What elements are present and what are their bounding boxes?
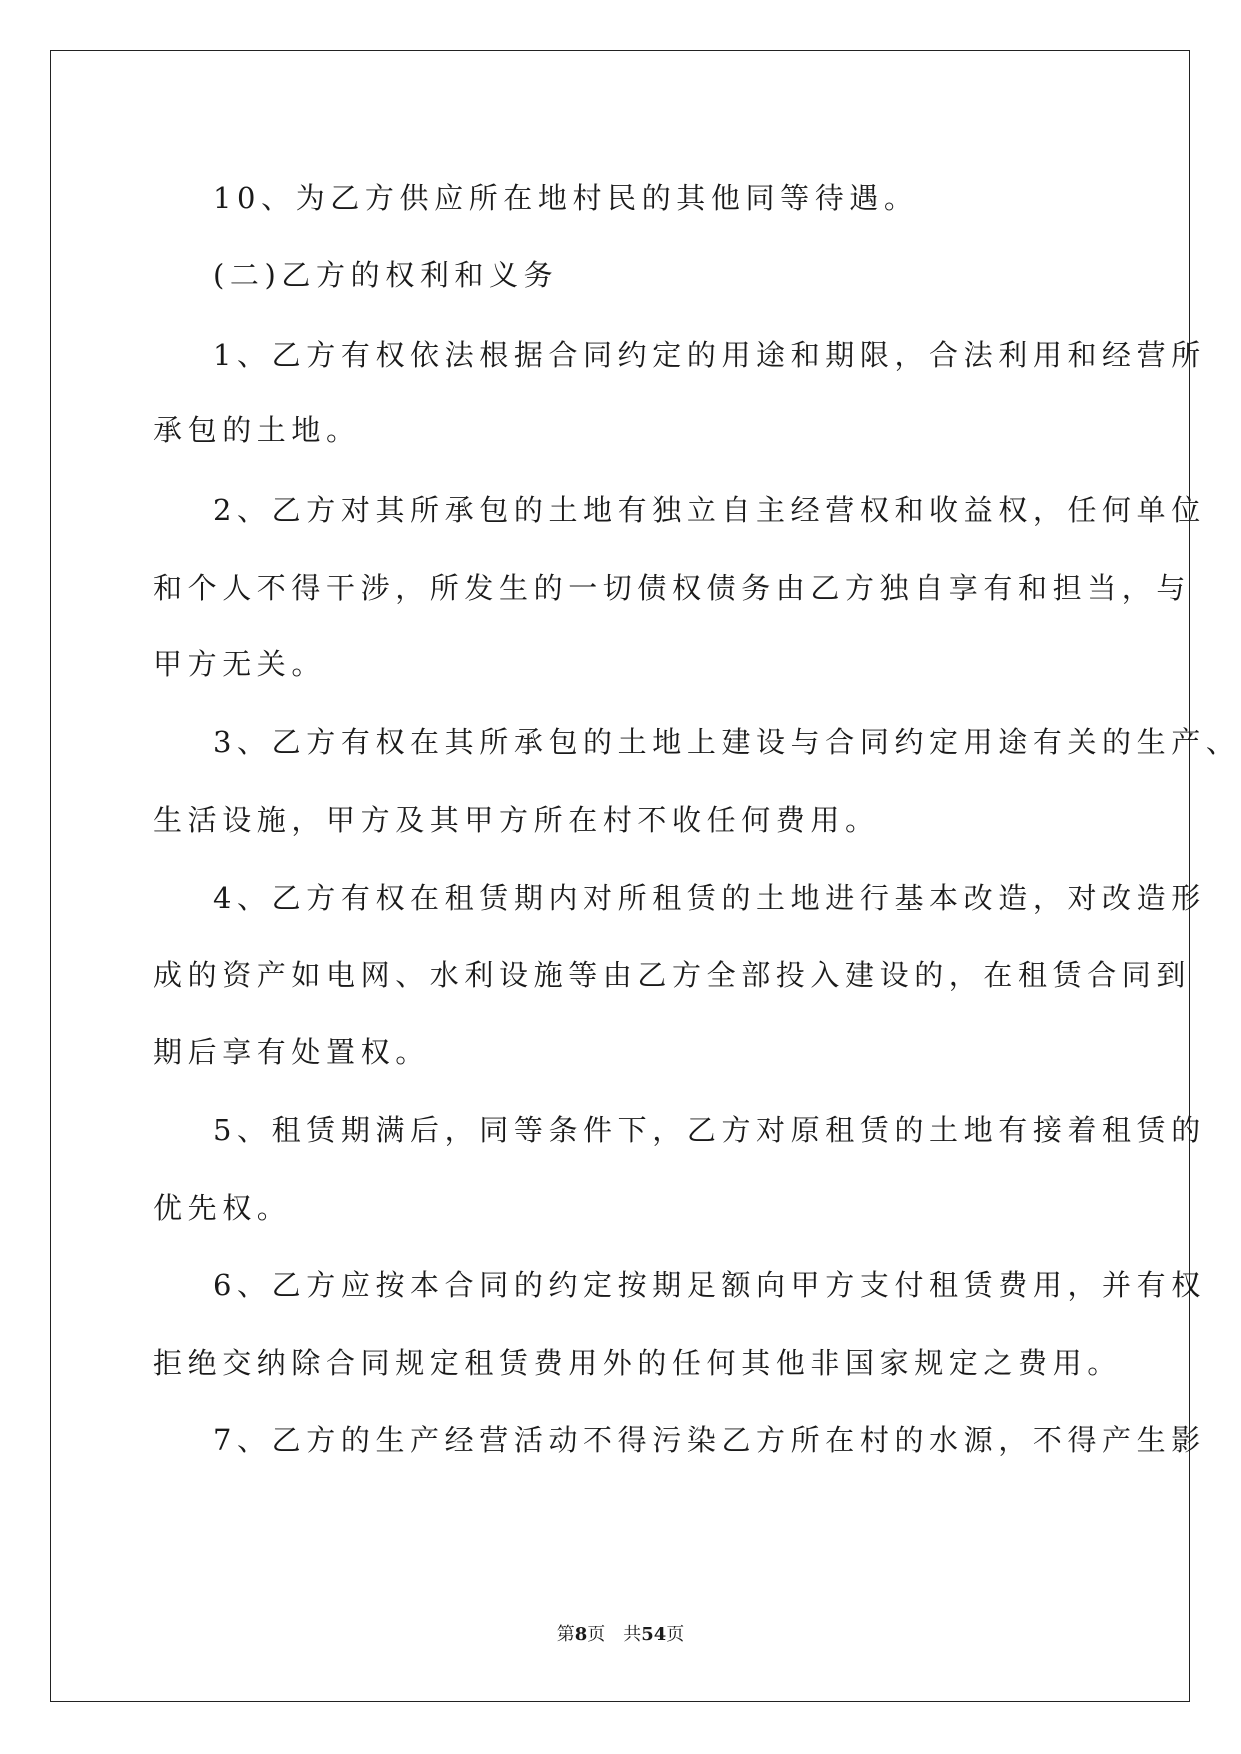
paragraph-line: 4、乙方有权在租赁期内对所租赁的土地进行基本改造，对改造形 xyxy=(213,881,1206,915)
page-current: 8 xyxy=(574,1624,588,1645)
paragraph-line: 和个人不得干涉，所发生的一切债权债务由乙方独自享有和担当，与 xyxy=(153,571,1192,605)
paragraph-line: 承包的土地。 xyxy=(153,413,361,447)
paragraph-line: 10、为乙方供应所在地村民的其他同等待遇。 xyxy=(213,181,919,215)
paragraph-line: 期后享有处置权。 xyxy=(153,1035,430,1069)
total-prefix: 共 xyxy=(623,1624,642,1645)
paragraph-line: 生活设施，甲方及其甲方所在村不收任何费用。 xyxy=(153,803,880,837)
paragraph-line: 7、乙方的生产经营活动不得污染乙方所在村的水源，不得产生影 xyxy=(213,1423,1206,1457)
page-prefix: 第 xyxy=(556,1624,575,1645)
paragraph-line: 5、租赁期满后，同等条件下，乙方对原租赁的土地有接着租赁的 xyxy=(213,1113,1206,1147)
paragraph-line: 成的资产如电网、水利设施等由乙方全部投入建设的，在租赁合同到 xyxy=(153,958,1192,992)
paragraph-line: 2、乙方对其所承包的土地有独立自主经营权和收益权，任何单位 xyxy=(213,493,1206,527)
paragraph-line: 3、乙方有权在其所承包的土地上建设与合同约定用途有关的生产、 xyxy=(213,725,1241,759)
paragraph-line: 甲方无关。 xyxy=(153,647,327,681)
page-total: 54 xyxy=(641,1624,667,1645)
paragraph-line: 1、乙方有权依法根据合同约定的用途和期限，合法利用和经营所 xyxy=(213,338,1206,372)
page-unit: 页 xyxy=(587,1624,606,1645)
paragraph-line: 6、乙方应按本合同的约定按期足额向甲方支付租赁费用，并有权 xyxy=(213,1268,1206,1302)
paragraph-line: 优先权。 xyxy=(153,1191,292,1225)
page-footer xyxy=(0,1623,1241,1647)
section-heading: (二)乙方的权利和义务 xyxy=(213,258,559,292)
paragraph-line: 拒绝交纳除合同规定租赁费用外的任何其他非国家规定之费用。 xyxy=(153,1346,1122,1380)
total-unit: 页 xyxy=(666,1624,685,1645)
